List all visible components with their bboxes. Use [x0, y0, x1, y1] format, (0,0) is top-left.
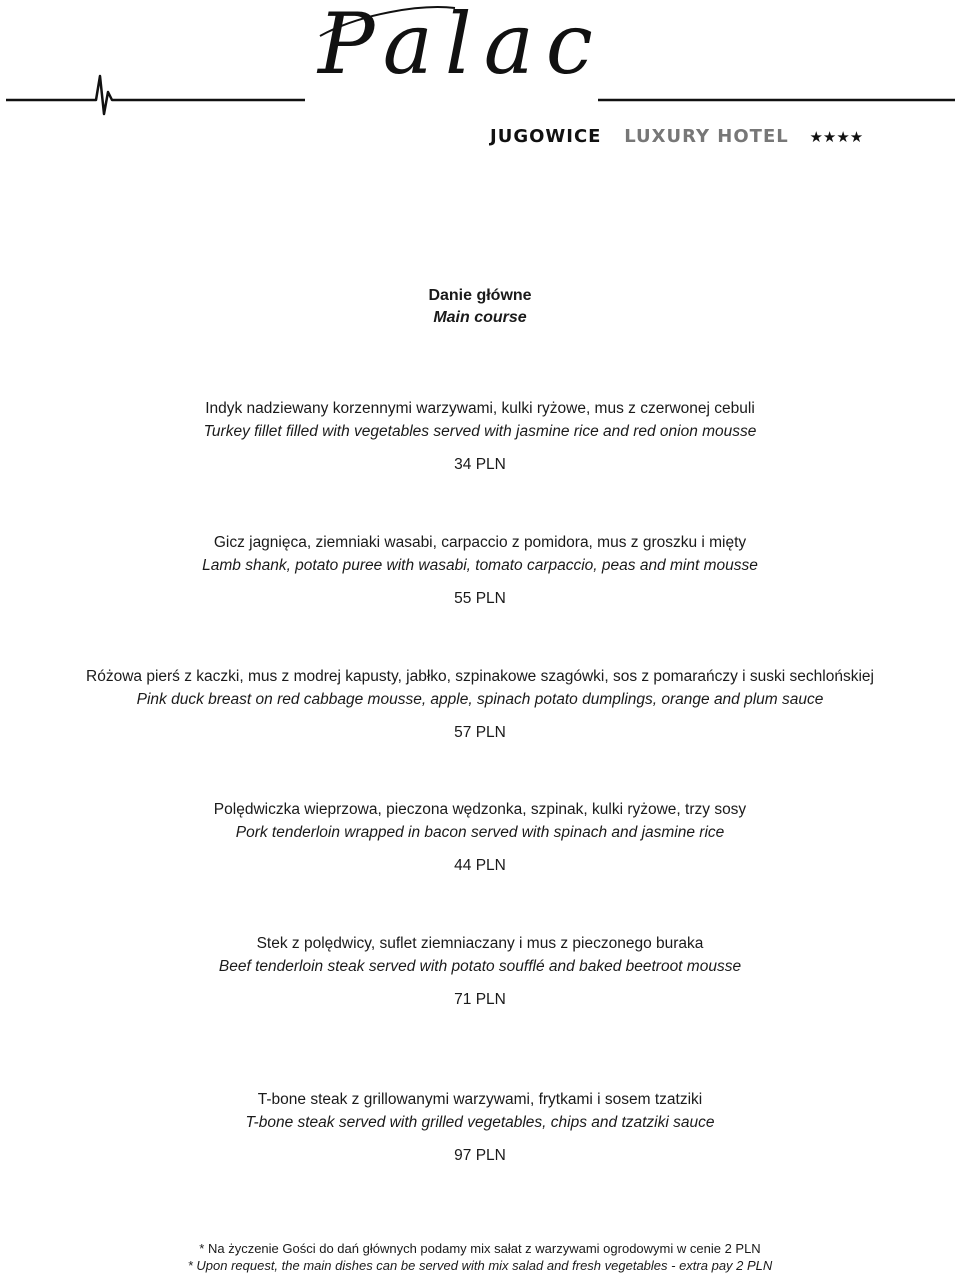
dish-name-en: Pork tenderloin wrapped in bacon served with spinach and jasmine rice: [235, 824, 725, 841]
dish-price: 55 PLN: [454, 590, 506, 607]
dish-price: 97 PLN: [454, 1147, 506, 1164]
rating-stars-icon: ★★★★: [809, 128, 864, 146]
dish-name-pl: Stek z polędwicy, suflet ziemniaczany i mus z pieczonego buraka: [256, 935, 704, 952]
dish-name-pl: T-bone steak z grillowanymi warzywami, frytkami i sosem tzatziki: [257, 1091, 703, 1108]
menu-item: [0, 932, 960, 1011]
dish-name-en: Beef tenderloin steak served with potato soufflé and baked beetroot mousse: [218, 958, 742, 975]
dish-name-pl: Indyk nadziewany korzennymi warzywami, kulki ryżowe, mus z czerwonej cebuli: [205, 400, 755, 417]
section-heading: [0, 285, 960, 329]
dish-price: 34 PLN: [454, 456, 506, 473]
dish-name-pl: Gicz jagnięca, ziemniaki wasabi, carpaccio z pomidora, mus z groszku i mięty: [213, 534, 747, 551]
dish-name-pl: Różowa pierś z kaczki, mus z modrej kapusty, jabłko, szpinakowe szagówki, sos z pomarańczy i suski sechlońskiej: [86, 668, 874, 685]
dish-price: 71 PLN: [454, 991, 506, 1008]
logo-tagline: LUXURY HOTEL: [624, 126, 789, 147]
footnote: [0, 1240, 960, 1274]
logo-name: JUGOWICE: [490, 126, 602, 147]
menu-item: [0, 1088, 960, 1167]
footnote-en: * Upon request, the main dishes can be served with mix salad and fresh vegetables - extra pay 2 PLN: [187, 1258, 773, 1273]
section-title-pl: Danie główne: [428, 287, 532, 304]
footnote-pl: * Na życzenie Gości do dań głównych podamy mix sałat z warzywami ogrodowymi w cenie 2 PLN: [199, 1241, 761, 1256]
dish-name-en: T-bone steak served with grilled vegetables, chips and tzatziki sauce: [245, 1114, 715, 1131]
dish-name-pl: Polędwiczka wieprzowa, pieczona wędzonka, szpinak, kulki ryżowe, trzy sosy: [213, 801, 747, 818]
dish-price: 44 PLN: [454, 857, 506, 874]
menu-item: [0, 397, 960, 476]
dish-price: 57 PLN: [454, 724, 506, 741]
menu-item: [0, 665, 960, 744]
dish-name-en: Turkey fillet filled with vegetables served with jasmine rice and red onion mousse: [203, 423, 757, 440]
menu-item: [0, 798, 960, 877]
menu-item: [0, 531, 960, 610]
hotel-logo: [0, 0, 960, 170]
section-title-en: Main course: [433, 309, 527, 326]
logo-script-text: Palac: [318, 0, 605, 93]
dish-name-en: Lamb shank, potato puree with wasabi, tomato carpaccio, peas and mint mousse: [202, 557, 758, 574]
dish-name-en: Pink duck breast on red cabbage mousse, apple, spinach potato dumplings, orange and plum sauce: [136, 691, 824, 708]
logo-subtitle: [490, 128, 863, 146]
